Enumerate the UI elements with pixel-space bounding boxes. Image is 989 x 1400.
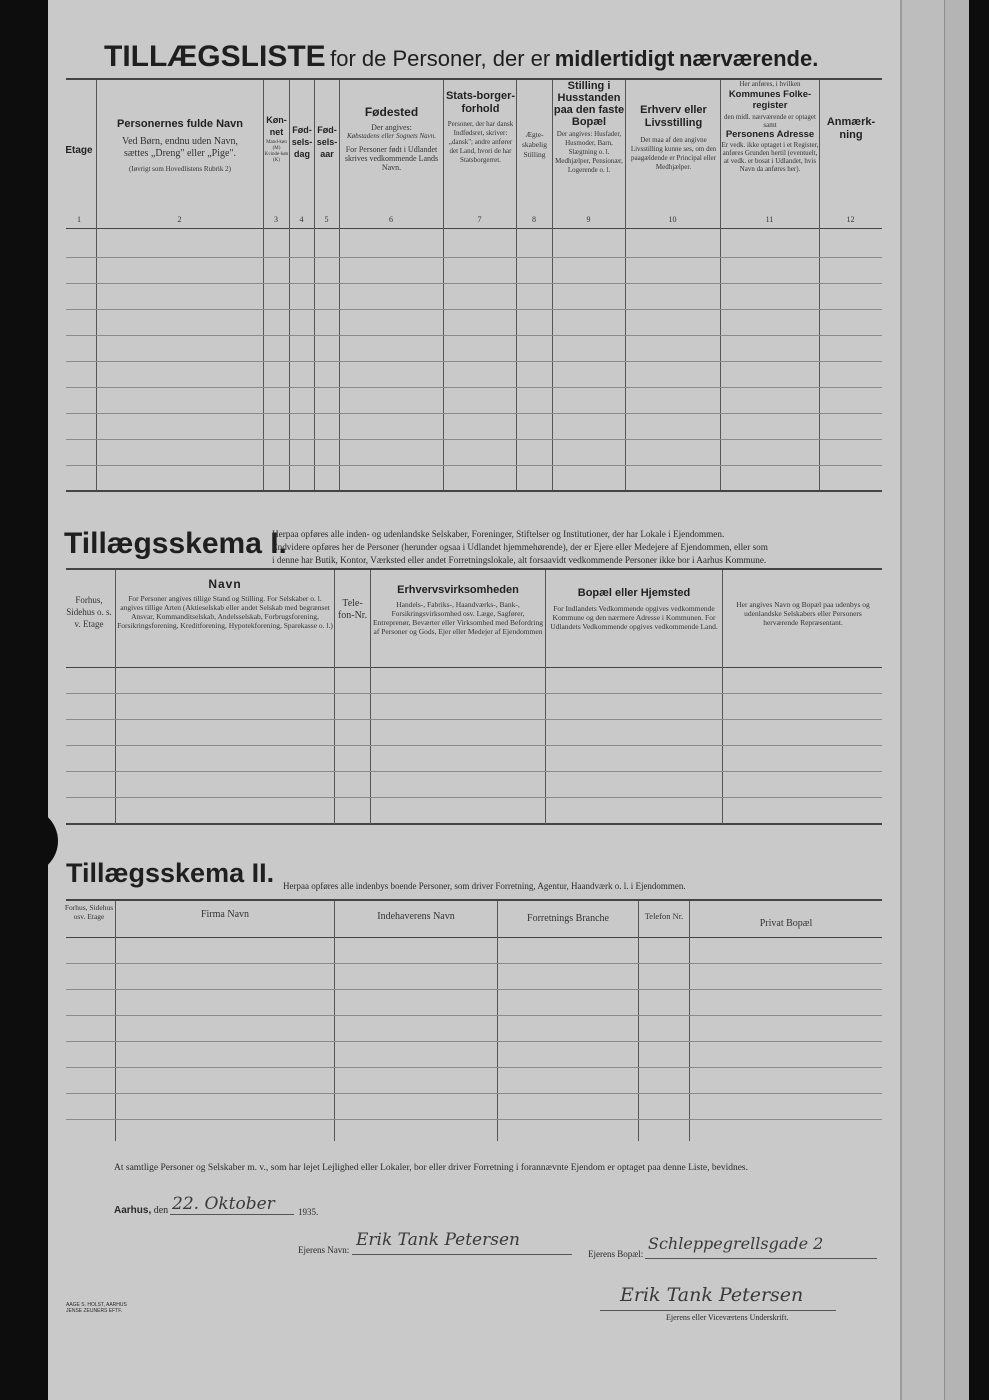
t3-col-etage: Forhus, Sidehus osv. Etage [64, 903, 114, 921]
t2-row-line [66, 797, 882, 798]
liste-title: TILLÆGSLISTE for de Personer, der er midlertidigt nærværende. [104, 40, 819, 73]
address-label: Ejerens Bopæl: [588, 1249, 644, 1259]
t1-num: 5 [324, 215, 329, 224]
t1-col-erhverv: Erhverv eller Livsstilling Det maa af den angivne Livsstilling kunne ses, om den paagældende er Principal eller Medhjælper. [630, 104, 717, 171]
t1-col-aar: Fød-sels-aar [316, 125, 338, 159]
t3-col-bopael: Privat Bopæl [759, 918, 813, 929]
printer-mark: AAGE S. HOLST, AARHUS JENSE ZEUNERS EFTF. [66, 1302, 127, 1314]
t1-vline [96, 80, 97, 490]
form-sheet [48, 0, 900, 1400]
t3-row-line [66, 1041, 882, 1042]
t2-row-line [66, 693, 882, 694]
t1-row-line [66, 335, 882, 336]
statement: At samtlige Personer og Selskaber m. v., som har lejet Lejlighed eller Lokaler, bor eller driver Forretning i forannævnte Ejendom er optaget paa denne Liste, bevidnes. [114, 1163, 748, 1173]
table2-header-rule [66, 667, 882, 668]
signature-label: Ejerens eller Viceværtens Underskrift. [666, 1313, 789, 1322]
t1-num: 9 [586, 215, 591, 224]
date-line: Aarhus, den [114, 1205, 169, 1216]
skema2-title: Tillægsskema II. [66, 858, 275, 888]
t1-num: 10 [668, 215, 677, 224]
date-underline [170, 1214, 294, 1215]
t1-num: 7 [477, 215, 482, 224]
t1-num: 2 [177, 215, 182, 224]
page-edge-back [944, 0, 969, 1400]
t1-col-husstand: Stilling i Husstanden paa den faste Bopæl Der angives: Husfader, Husmoder, Barn, Slægtning o. l. Medhjælper, Pensionær, Logerende o. l. [553, 80, 625, 174]
t1-num: 3 [274, 215, 278, 224]
t3-vline [115, 901, 116, 1141]
t3-col-telefon: Telefon Nr. [644, 911, 684, 921]
t2-col-erhverv: Erhvervsvirksomheden Handels-, Fabriks-, Haandværks-, Bank-, Forsikringsvirksomhed osv. Læge, Sagfører, Entreprenør, Beværter eller Virksomhed med Befordring af Personer og Gods, Ejer eller Medejer af Ejendommen [373, 584, 543, 636]
t1-row-line [66, 257, 882, 258]
table3-top-rule [66, 899, 882, 901]
t3-row-line [66, 989, 882, 990]
t2-vline [370, 570, 371, 824]
table2-top-rule [66, 568, 882, 570]
table1-bottom-rule [66, 490, 882, 492]
t2-col-telefon: Tele-fon-Nr. [337, 598, 368, 621]
t3-row-line [66, 1015, 882, 1016]
t3-row-line [66, 1119, 882, 1120]
t1-col-fodested: Fødested Der angives: Købstadens eller Sognets Navn. For Personer født i Udlandet skrives vedkommende Lands Navn. [344, 105, 439, 172]
t1-num: 12 [846, 215, 855, 224]
table3-header-rule [66, 937, 882, 938]
address-handwritten: Schleppegrellsgade 2 [648, 1234, 824, 1253]
owner-underline [352, 1254, 572, 1255]
signature-underline [600, 1310, 836, 1311]
t3-col-indehaver: Indehaverens Navn [377, 911, 455, 922]
t1-row-line [66, 439, 882, 440]
year: 1935. [298, 1207, 319, 1217]
skema2-description: Herpaa opføres alle indenbys boende Personer, som driver Forretning, Agentur, Haandværk o. l. i Ejendommen. [283, 881, 686, 891]
t1-row-line [66, 283, 882, 284]
t1-col-etage: Etage [65, 145, 93, 156]
t2-row-line [66, 771, 882, 772]
t1-vline [443, 80, 444, 490]
t2-row-line [66, 745, 882, 746]
t2-col-repraesentant: Her angives Navn og Bopæl paa udenbys og udenlandske Selskabers eller Personers herværende Repræsentant. [736, 600, 870, 627]
t2-row-line [66, 719, 882, 720]
t3-vline [497, 901, 498, 1141]
t1-vline [339, 80, 340, 490]
table2-bottom-rule [66, 823, 882, 825]
t2-col-etage: Forhus, Sidehus o. s. v. Etage [66, 595, 112, 629]
signature-handwritten: Erik Tank Petersen [620, 1284, 804, 1306]
t3-col-branche: Forretnings Branche [527, 913, 609, 924]
t2-vline [545, 570, 546, 824]
t3-vline [334, 901, 335, 1141]
t1-row-line [66, 465, 882, 466]
t1-num: 11 [765, 215, 774, 224]
skema1-title: Tillægsskema I. [64, 527, 287, 560]
t1-col-folkeregister: Her anføres, i hvilken Kommunes Folke-register den midl. nærværende er optaget samt Personens Adresse Er vedk. ikke optaget i et Register, anføres Grunden hertil (eventuelt, at vedk. er bosat i Udlandet, hvis Navn da anføres her). [721, 80, 819, 173]
t2-vline [722, 570, 723, 824]
date-handwritten: 22. Oktober [172, 1194, 275, 1214]
t1-col-anmaerkning: Anmærk-ning [826, 116, 876, 141]
t1-col-dag: Fød-sels-dag [291, 125, 313, 159]
owner-label: Ejerens Navn: [298, 1245, 350, 1255]
t1-num: 1 [77, 215, 81, 224]
t3-row-line [66, 1067, 882, 1068]
t1-col-konnet: Køn-net Mand-køn (M) Kvinde-køn (K) [264, 115, 289, 163]
t2-col-navn: Navn For Personer angives tillige Stand og Stilling. For Selskaber o. l. angives tillige Arten (Aktieselskab eller andet Selskab med begrænset Ansvar, Kommanditselskab, Andelsselskab, Forbrugsforening, Forsikringsforening, Kreditforening, Hypotekforening, Sparekasse o. l.) [117, 577, 333, 630]
owner-name-handwritten: Erik Tank Petersen [356, 1230, 520, 1250]
t1-row-line [66, 387, 882, 388]
t3-row-line [66, 963, 882, 964]
t1-num: 8 [532, 215, 536, 224]
t1-vline [625, 80, 626, 490]
t1-col-statsborger: Stats-borger-forhold Personer, der har dansk Indfødsret, skriver: „dansk"; andre anfører det Land, hvori de har Statsborgerret. [445, 90, 516, 164]
t1-col-aegteskab: Ægte-skabelig Stilling [522, 130, 547, 159]
table1-header-rule [66, 228, 882, 229]
t1-num: 6 [389, 215, 393, 224]
t1-row-line [66, 309, 882, 310]
t1-row-line [66, 361, 882, 362]
address-underline [645, 1258, 877, 1259]
t2-vline [115, 570, 116, 824]
t3-row-line [66, 1093, 882, 1094]
t1-row-line [66, 413, 882, 414]
skema1-description: Herpaa opføres alle inden- og udenlandske Selskaber, Foreninger, Stiftelser og Institutioner, der har Lokale i Ejendommen. Endvidere opføres her de Personer (herunder ogsaa i Udlandet hjemmehørende), der er Ejere eller Medejere af Ejendommen, eller som i denne har Butik, Kontor, Værksted eller andet Forretningslokale, alt forsaavidt vedkommende Personer ikke bor i Aarhus Kommune. [272, 529, 768, 565]
t3-col-firma: Firma Navn [200, 909, 250, 920]
t1-col-navn: Personernes fulde Navn Ved Børn, endnu uden Navn, sættes „Dreng" eller „Pige". (Iøvrigt som Hovedlistens Rubrik 2) [117, 118, 243, 173]
t2-col-bopael: Bopæl eller Hjemsted For Indlandets Vedkommende opgives vedkommende Kommune og den nærmere Adresse i Kommunen. For Udlandets Vedkommende opgives vedkommende Land. [550, 587, 718, 631]
t3-vline [638, 901, 639, 1141]
t3-vline [689, 901, 690, 1141]
t1-num: 4 [299, 215, 304, 224]
